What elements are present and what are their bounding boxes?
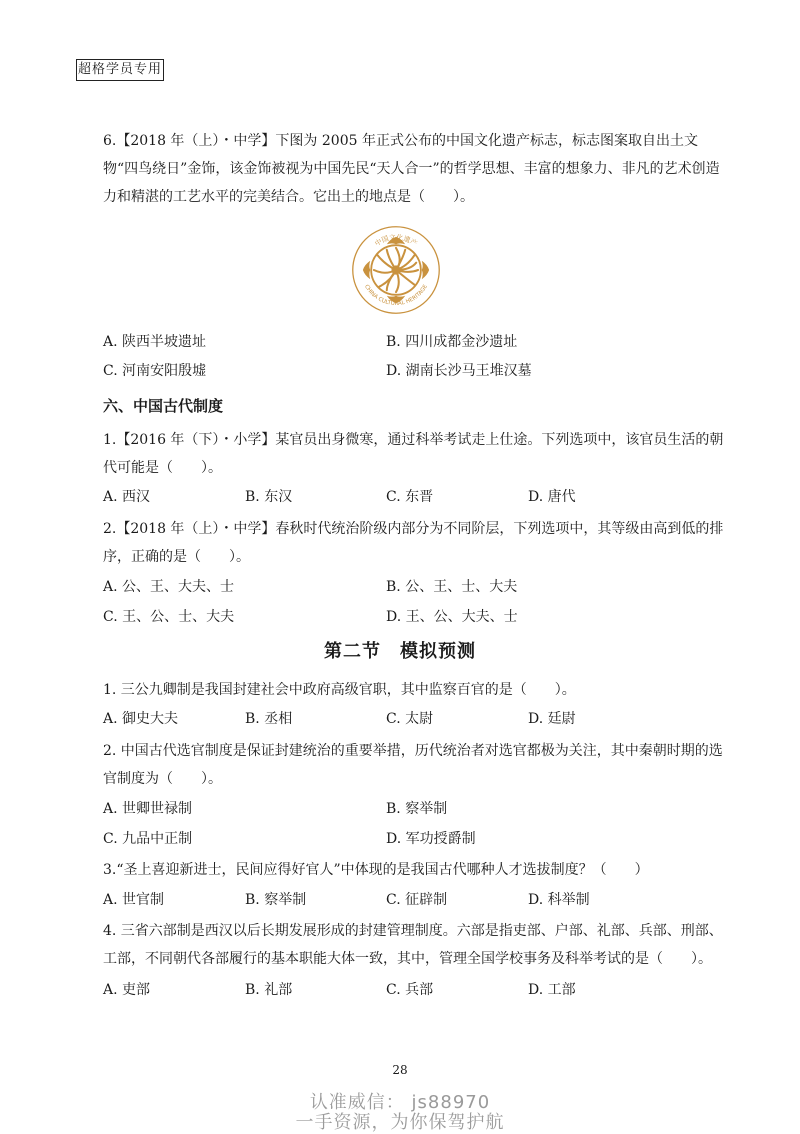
logo-text-en: CHINA CULTURAL HERITAGE [363, 283, 429, 307]
logo-text-cn: 中国文化遗产 [373, 233, 419, 248]
s6q2-option-a: A. 公、王、大夫、士 [103, 579, 235, 595]
q6-option-c: C. 河南安阳殷墟 [103, 363, 207, 379]
s6-question-1-stem: 1.【2016 年（下）・小学】某官员出身微寒，通过科举考试走上仕途。下列选项中，该官员生活的朝代可能是（ ）。 [103, 432, 724, 476]
s6q1-option-d: D. 唐代 [528, 489, 576, 505]
mock-question-1-stem: 1. 三公九卿制是我国封建社会中政府高级官职，其中监察百官的是（ ）。 [103, 682, 576, 698]
mock-question-2-stem: 2. 中国古代选官制度是保证封建统治的重要举措，历代统治者对选官都极为关注，其中秦朝时期的选官制度为（ ）。 [103, 743, 723, 787]
s6q2-option-d: D. 王、公、大夫、士 [386, 609, 518, 625]
watermark-line-2: 一手资源，为你保驾护航 [295, 1112, 505, 1133]
mock-question-3-stem: 3.“圣上喜迎新进士，民间应得好官人”中体现的是我国古代哪种人才选拔制度？（ ） [103, 862, 649, 878]
m1-option-a: A. 御史大夫 [103, 711, 179, 727]
section-title: 六、中国古代制度 [103, 397, 224, 415]
q6-option-d: D. 湖南长沙马王堆汉墓 [386, 363, 532, 379]
chapter-title: 第二节 模拟预测 [324, 641, 476, 662]
s6q1-option-c: C. 东晋 [386, 489, 434, 505]
m3-option-b: B. 察举制 [245, 892, 307, 908]
s6-question-2-stem: 2.【2018 年（上）・中学】春秋时代统治阶级内部分为不同阶层，下列选项中，其等级由高到低的排序，正确的是（ ）。 [103, 521, 724, 565]
page-number: 28 [392, 1063, 408, 1077]
s6q1-option-b: B. 东汉 [245, 489, 293, 505]
m4-option-a: A. 吏部 [103, 982, 151, 998]
q6-option-a: A. 陕西半坡遗址 [103, 334, 207, 350]
m4-option-b: B. 礼部 [245, 982, 293, 998]
q6-option-b: B. 四川成都金沙遗址 [386, 334, 518, 350]
m3-option-d: D. 科举制 [528, 892, 590, 908]
m3-option-c: C. 征辟制 [386, 892, 448, 908]
s6q2-option-b: B. 公、王、士、大夫 [386, 579, 518, 595]
m2-option-b: B. 察举制 [386, 801, 448, 817]
m2-option-a: A. 世卿世禄制 [103, 801, 193, 817]
s6q2-option-c: C. 王、公、士、大夫 [103, 609, 235, 625]
m4-option-d: D. 工部 [528, 982, 576, 998]
header-tag: 超格学员专用 [76, 59, 164, 81]
m1-option-c: C. 太尉 [386, 711, 434, 727]
watermark-line-1: 认准威信： js88970 [309, 1092, 491, 1113]
m2-option-d: D. 军功授爵制 [386, 831, 476, 847]
m2-option-c: C. 九品中正制 [103, 831, 193, 847]
china-cultural-heritage-logo [350, 224, 442, 316]
question-6-stem: 6.【2018 年（上）・中学】下图为 2005 年正式公布的中国文化遗产标志，标志图案取自出土文物“四鸟绕日”金饰，该金饰被视为中国先民“天人合一”的哲学思想、丰富的想象力、非凡的艺术创造力和精湛的工艺水平的完美结合。它出土的地点是（ ）。 [103, 133, 720, 205]
m1-option-b: B. 丞相 [245, 711, 293, 727]
m3-option-a: A. 世官制 [103, 892, 165, 908]
m1-option-d: D. 廷尉 [528, 711, 576, 727]
m4-option-c: C. 兵部 [386, 982, 434, 998]
mock-question-4-stem: 4. 三省六部制是西汉以后长期发展形成的封建管理制度。六部是指吏部、户部、礼部、兵部、刑部、工部，不同朝代各部履行的基本职能大体一致，其中，管理全国学校事务及科举考试的是（ ）。 [103, 923, 723, 967]
s6q1-option-a: A. 西汉 [103, 489, 151, 505]
